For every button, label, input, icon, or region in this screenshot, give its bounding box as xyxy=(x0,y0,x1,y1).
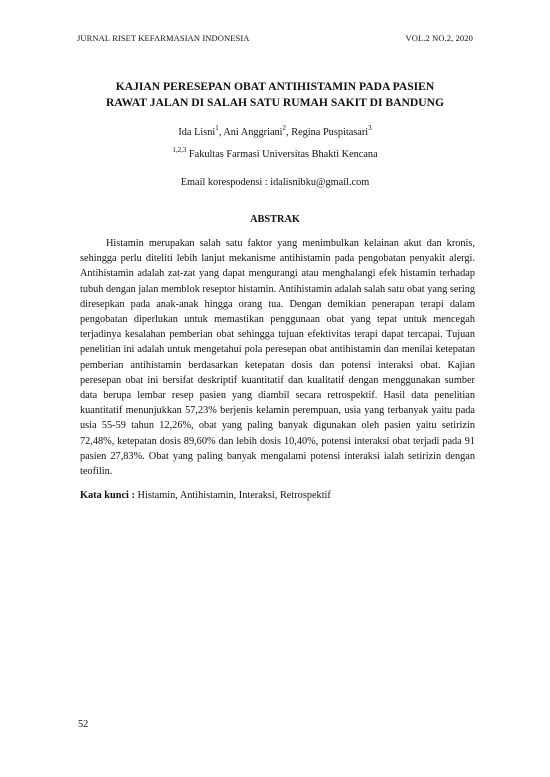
affiliation-mark: 1,2,3 xyxy=(172,146,187,154)
author-name: Ida Lisni xyxy=(178,127,216,138)
volume-issue: VOL.2 NO.2, 2020 xyxy=(405,33,473,43)
author-name: Ani Anggriani xyxy=(223,127,283,138)
author-name: Regina Puspitasari xyxy=(291,127,369,138)
keywords-text: Histamin, Antihistamin, Interaksi, Retrospektif xyxy=(137,490,331,501)
journal-name: JURNAL RISET KEFARMASIAN INDONESIA xyxy=(77,33,250,43)
keywords-label: Kata kunci : xyxy=(80,490,135,501)
author-separator: , xyxy=(286,127,292,138)
author-affiliation-mark: 2 xyxy=(282,124,287,132)
title-line-1: KAJIAN PERESEPAN OBAT ANTIHISTAMIN PADA PASIEN xyxy=(115,80,435,93)
page-number: 52 xyxy=(78,719,89,730)
author-list xyxy=(60,124,490,138)
author-separator: , xyxy=(218,127,224,138)
keywords xyxy=(80,490,475,501)
affiliation xyxy=(60,146,490,160)
author-affiliation-mark: 1 xyxy=(215,124,219,132)
abstract-body: Histamin merupakan salah satu faktor yang menimbulkan kelainan akut dan kronis, sehingga perlu diteliti lebih lanjut mekanisme antihistamin pada pengobatan penyakit alergi. Antihistamin adalah zat-zat yang dapat mengurangi atau menghalangi efek histamin terhadap tubuh dengan jalan memblok reseptor histamin. Antihistamin adalah salah satu obat yang sering diresepkan pada anak-anak hingga orang tua. Dengan demikian penerapan terapi dalam pengobatan diperlukan untuk memastikan penggunaan obat yang tepat untuk mencegah terjadinya kesalahan pemberian obat sehingga tujuan efektivitas terapi dapat tercapai. Tujuan penelitian ini adalah untuk mengetahui pola peresepan obat antihistamin dan menilai ketepatan pemberian antihistamin berdasarkan ketepatan dosis dan potensi interaksi obat. Kajian peresepan obat ini bersifat deskriptif kuantitatif dan kualitatif dengan menggunakan sumber data berupa lembar resep pasien yang diambil secara retrospektif. Hasil data penelitian kuantitatif menunjukkan 57,23% berjenis kelamin perempuan, usia yang terbanyak yaitu pada usia 55-59 tahun 12,26%, obat yang paling banyak digunakan oleh pasien yaitu setirizin 72,48%, ketepatan dosis 89,60% dan lebih dosis 10,40%, potensi interaksi obat terjadi pada 91 pasien 27,83%. Obat yang paling banyak mengalami potensi interaksi ialah setirizin dengan teofilin. xyxy=(80,238,475,478)
paper-title xyxy=(60,79,490,111)
affiliation-text: Fakultas Farmasi Universitas Bhakti Kencana xyxy=(188,149,378,160)
author-affiliation-mark: 3 xyxy=(368,124,372,132)
title-line-2: RAWAT JALAN DI SALAH SATU RUMAH SAKIT DI BANDUNG xyxy=(106,96,444,109)
running-header xyxy=(77,33,473,43)
correspondence-email: Email korespodensi : idalisnibku@gmail.com xyxy=(180,177,370,188)
abstract-heading: ABSTRAK xyxy=(250,214,300,225)
